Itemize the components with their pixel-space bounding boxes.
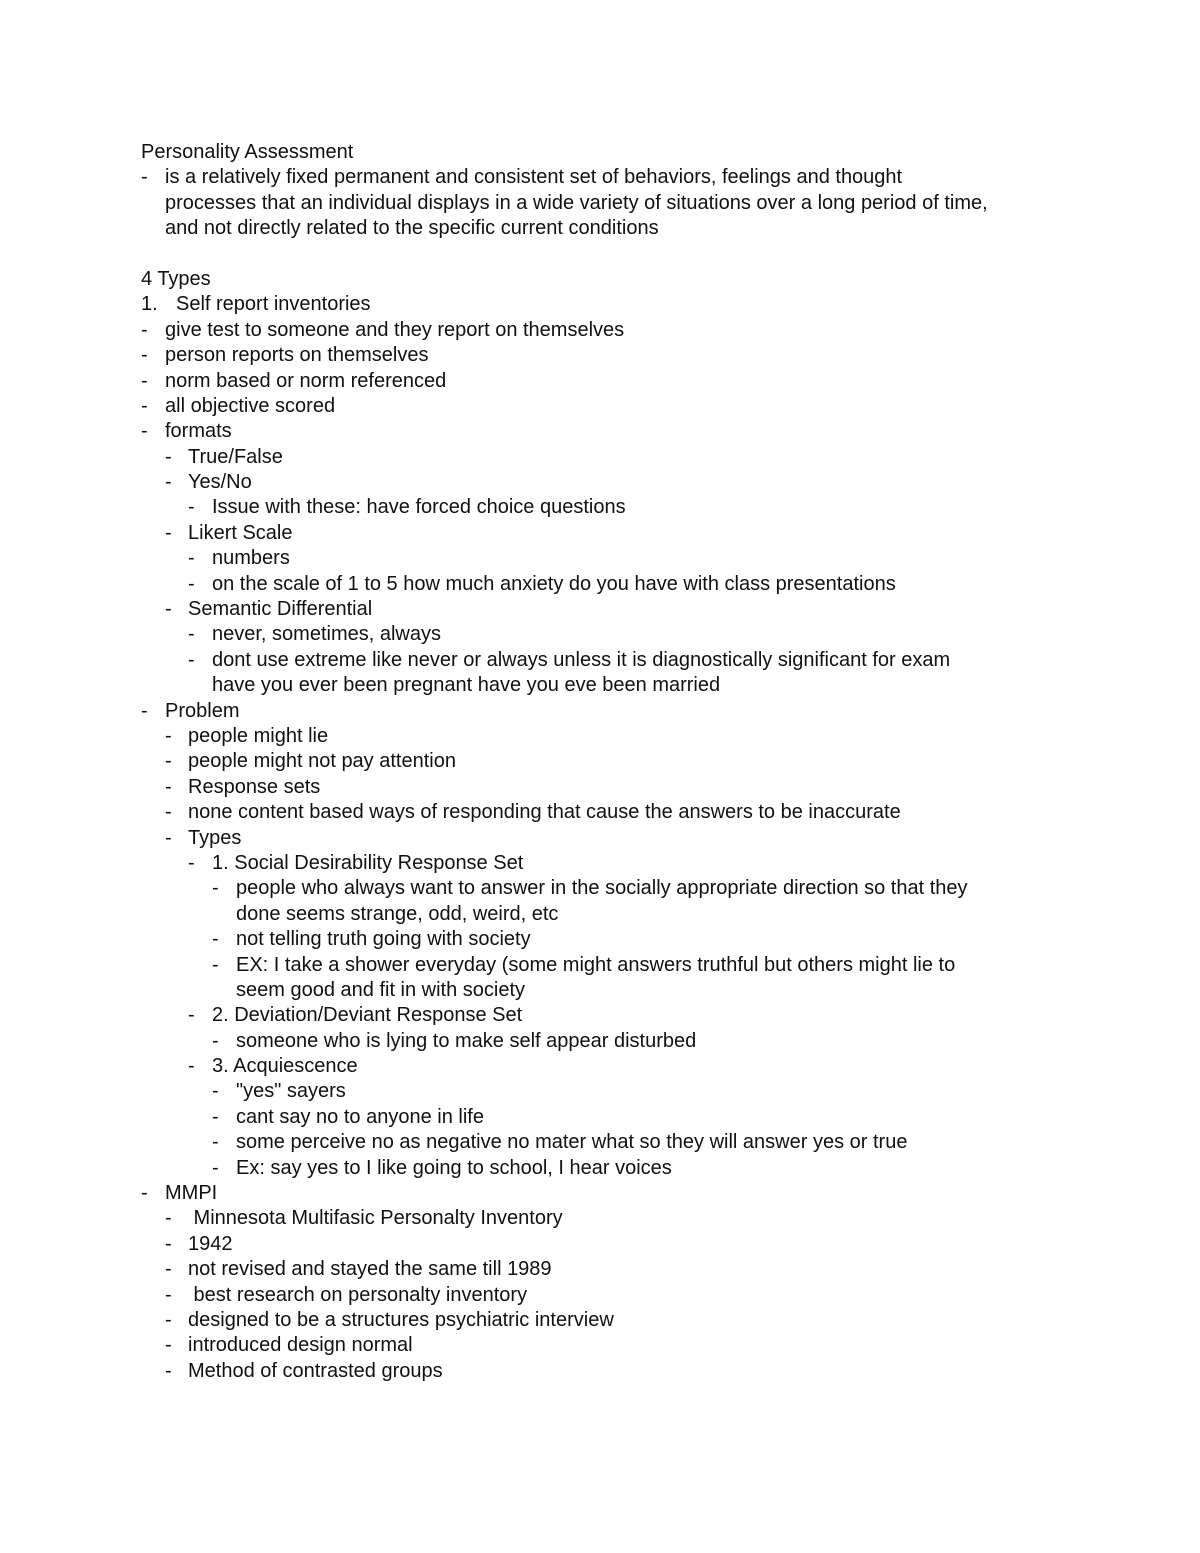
bullet-dash: - [141,1182,148,1205]
bullet-dash: - [188,851,195,874]
blank-line [141,242,1101,267]
line-text: Ex: say yes to I like going to school, I hear voices [236,1156,672,1179]
line-text: have you ever been pregnant have you eve been married [212,674,721,697]
list-item [141,546,1101,571]
bullet-dash: - [165,1283,172,1306]
list-item-continuation [141,191,1101,216]
line-text: on the scale of 1 to 5 how much anxiety do you have with class presentations [212,572,896,595]
line-text: Types [188,826,242,849]
bullet-dash: - [188,623,195,646]
line-text: MMPI [165,1182,218,1205]
line-text: introduced design normal [188,1334,413,1357]
bullet-dash: - [141,699,148,722]
line-text: dont use extreme like never or always unless it is diagnostically significant for exam [212,648,951,671]
line-text: 2. Deviation/Deviant Response Set [212,1004,523,1027]
document-body [141,140,1101,1384]
list-item [141,1257,1101,1282]
list-item [141,1283,1101,1308]
bullet-dash: - [141,420,148,443]
line-text: Yes/No [188,471,252,494]
line-text: people might lie [188,724,329,747]
list-item [141,572,1101,597]
list-item [141,775,1101,800]
line-text: "yes" sayers [236,1080,346,1103]
bullet-dash: - [165,1334,172,1357]
list-item [141,419,1101,444]
list-item-continuation [141,978,1101,1003]
bullet-dash: - [212,953,219,976]
line-text: Personality Assessment [141,141,354,163]
line-text: Problem [165,699,240,722]
bullet-dash: - [188,547,195,570]
list-item [141,495,1101,520]
line-text: Semantic Differential [188,598,373,621]
bullet-dash: - [141,344,148,367]
bullet-dash: - [165,598,172,621]
list-item [141,1232,1101,1257]
bullet-dash: - [165,775,172,798]
list-item [141,521,1101,546]
bullet-dash: - [141,318,148,341]
bullet-dash: - [212,1029,219,1052]
bullet-dash: - [212,1131,219,1154]
list-item [141,749,1101,774]
line-text: True/False [188,445,283,468]
list-item [141,1359,1101,1384]
bullet-dash: - [165,1232,172,1255]
bullet-dash: - [212,1156,219,1179]
line-text: formats [165,420,232,443]
bullet-dash: - [165,1207,172,1230]
bullet-dash: - [165,750,172,773]
list-item [141,800,1101,825]
list-item-continuation [141,216,1101,241]
line-text: people might not pay attention [188,750,456,773]
line-text: Minnesota Multifasic Personalty Inventory [188,1207,563,1230]
bullet-dash: - [141,166,148,189]
line-text: 4 Types [141,267,211,290]
list-item [141,1130,1101,1155]
bullet-dash: - [188,1004,195,1027]
list-item [141,1105,1101,1130]
list-item [141,851,1101,876]
bullet-dash: - [165,445,172,468]
list-item [141,1029,1101,1054]
list-item [141,1156,1101,1181]
heading-line [141,267,1101,292]
list-item-continuation [141,673,1101,698]
bullet-dash: - [165,1308,172,1331]
list-item [141,927,1101,952]
line-text: 1. Social Desirability Response Set [212,851,524,874]
bullet-dash: - [165,724,172,747]
heading-line [141,140,1101,165]
list-item [141,445,1101,470]
line-text: Self report inventories [176,293,371,316]
list-item [141,1003,1101,1028]
list-item [141,1079,1101,1104]
bullet-dash: - [212,1105,219,1128]
line-text: not telling truth going with society [236,928,531,951]
bullet-dash: - [212,1080,219,1103]
line-text: best research on personalty inventory [188,1283,528,1306]
list-item [141,1054,1101,1079]
bullet-dash: - [165,826,172,849]
list-item [141,1308,1101,1333]
list-item [141,1181,1101,1206]
bullet-dash: - [165,801,172,824]
line-text: someone who is lying to make self appear disturbed [236,1029,697,1052]
line-text: none content based ways of responding that cause the answers to be inaccurate [188,801,901,824]
line-text: EX: I take a shower everyday (some might answers truthful but others might lie to [236,953,956,976]
list-item [141,1206,1101,1231]
bullet-dash: - [141,394,148,417]
line-text: Issue with these: have forced choice questions [212,496,626,519]
line-text: and not directly related to the specific current conditions [165,217,659,240]
list-item [141,165,1101,190]
list-item [141,876,1101,901]
list-item [141,394,1101,419]
line-text: Response sets [188,775,321,798]
bullet-dash: - [165,521,172,544]
bullet-dash: - [188,572,195,595]
line-text: 3. Acquiescence [212,1055,358,1078]
bullet-dash: - [188,648,195,671]
list-item-continuation [141,902,1101,927]
line-text: Likert Scale [188,521,293,544]
bullet-dash: - [188,496,195,519]
bullet-dash: - [165,1258,172,1281]
list-item [141,318,1101,343]
line-text: is a relatively fixed permanent and consistent set of behaviors, feelings and thought [165,166,903,189]
list-item [141,470,1101,495]
list-item [141,597,1101,622]
bullet-dash: - [141,369,148,392]
line-text: 1942 [188,1232,233,1255]
line-text: Method of contrasted groups [188,1359,443,1382]
line-text: give test to someone and they report on themselves [165,318,625,341]
line-text: person reports on themselves [165,344,429,367]
line-text: designed to be a structures psychiatric interview [188,1308,614,1331]
list-item [141,724,1101,749]
line-text: processes that an individual displays in a wide variety of situations over a long period of time, [165,191,988,214]
list-item [141,1333,1101,1358]
list-item [141,826,1101,851]
list-item [141,648,1101,673]
bullet-dash: - [165,471,172,494]
line-text: not revised and stayed the same till 1989 [188,1258,552,1281]
bullet-dash: - [165,1359,172,1382]
line-text: seem good and fit in with society [236,978,526,1001]
list-item [141,343,1101,368]
list-item [141,369,1101,394]
list-item [141,292,1101,317]
line-text: some perceive no as negative no mater what so they will answer yes or true [236,1131,908,1154]
bullet-dash: - [212,877,219,900]
list-item [141,953,1101,978]
list-item [141,699,1101,724]
line-text: all objective scored [165,394,336,417]
bullet-dash: - [212,928,219,951]
line-text: never, sometimes, always [212,623,441,646]
line-text: numbers [212,547,290,570]
line-text: done seems strange, odd, weird, etc [236,902,559,925]
list-item [141,622,1101,647]
line-text: people who always want to answer in the socially appropriate direction so that they [236,877,968,900]
list-number: 1. [141,293,158,316]
line-text: norm based or norm referenced [165,369,447,392]
line-text: cant say no to anyone in life [236,1105,484,1128]
bullet-dash: - [188,1055,195,1078]
